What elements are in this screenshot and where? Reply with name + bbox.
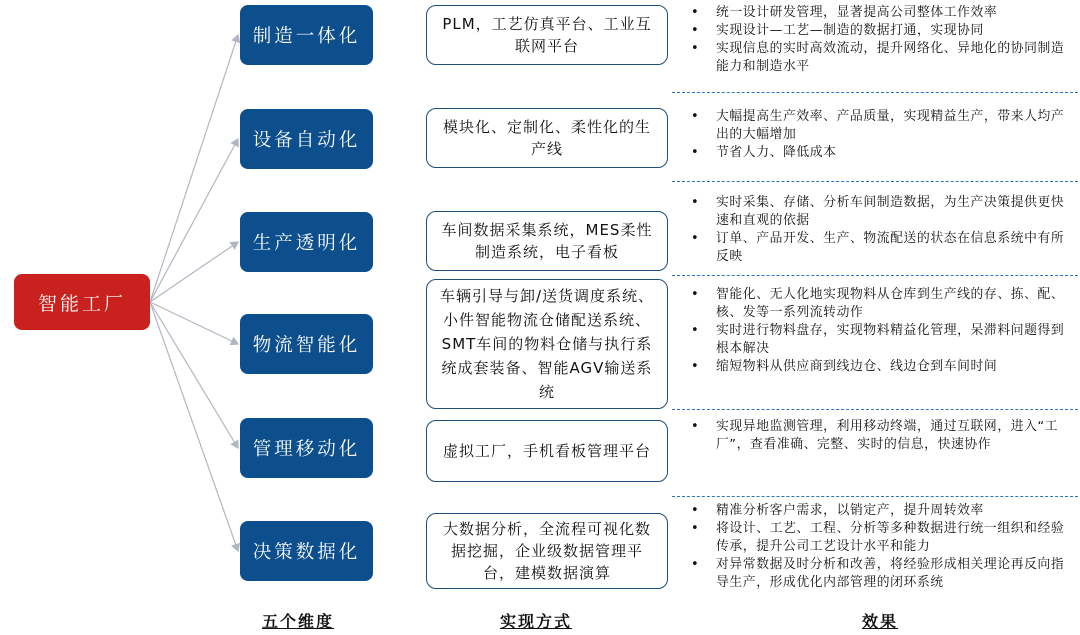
dimension-node-4	[240, 314, 373, 374]
effect-text: 实现异地监测管理，利用移动终端，通过互联网，进入“工厂”，查看准确、完整、实时的信息，快速协作	[716, 419, 1059, 452]
effect-item	[684, 556, 1076, 592]
effect-item	[684, 194, 1076, 230]
dimension-node-5	[240, 418, 373, 478]
bullet-icon: •	[691, 231, 700, 246]
bullet-icon: •	[691, 287, 700, 302]
connector-arrow-3	[150, 242, 238, 302]
connector-arrow-2	[150, 139, 238, 302]
effect-text: 实时采集、存储、分析车间制造数据，为生产决策提供更快速和直观的依据	[716, 195, 1065, 228]
method-text: 虚拟工厂，手机看板管理平台	[442, 442, 651, 460]
bullet-icon: •	[691, 521, 700, 536]
method-text: 大数据分析，全流程可视化数据挖掘，企业级数据管理平台，建模数据演算	[442, 520, 651, 582]
effect-item	[684, 358, 1076, 376]
method-box-6	[426, 513, 668, 589]
effect-text: 对异常数据及时分析和改善，将经验形成相关理论再反向指导生产，形成优化内部管理的闭环系统	[716, 557, 1065, 590]
separator-line	[672, 409, 1078, 410]
bullet-icon: •	[691, 419, 700, 434]
bullet-icon: •	[691, 109, 700, 124]
effect-text: 实时进行物料盘存，实现物料精益化管理，呆滞料问题得到根本解决	[716, 323, 1065, 356]
method-box-1	[426, 5, 668, 65]
dimension-node-6	[240, 521, 373, 581]
dimension-node-1	[240, 5, 373, 65]
method-text: 车间数据采集系统，MES柔性制造系统，电子看板	[441, 221, 653, 261]
effect-item	[684, 520, 1076, 556]
method-box-3	[426, 211, 668, 271]
bullet-icon: •	[691, 5, 700, 20]
effect-text: 订单、产品开发、生产、物流配送的状态在信息系统中有所反映	[716, 231, 1065, 264]
effect-item	[684, 230, 1076, 266]
effect-text: 统一设计研发管理，显著提高公司整体工作效率	[716, 5, 998, 20]
effect-list-6	[684, 502, 1076, 592]
effect-item	[684, 502, 1076, 520]
bullet-icon: •	[691, 195, 700, 210]
separator-line	[672, 181, 1078, 182]
effect-list-4	[684, 286, 1076, 376]
dimension-label: 决策数据化	[252, 542, 361, 563]
effect-text: 智能化、无人化地实现物料从仓库到生产线的存、拣、配、核、发等一系列流转动作	[716, 287, 1065, 320]
method-text: 车辆引导与卸/送货调度系统、小件智能物流仓储配送系统、SMT车间的物料仓储与执行系统成套装备、智能AGV输送系统	[439, 287, 655, 401]
connector-arrow-1	[150, 35, 238, 302]
dimension-label: 管理移动化	[252, 439, 361, 460]
root-node-smart-factory	[14, 274, 150, 330]
effect-item	[684, 144, 1076, 162]
bullet-icon: •	[691, 323, 700, 338]
effect-item	[684, 4, 1076, 22]
bullet-icon: •	[691, 145, 700, 160]
separator-line	[672, 275, 1078, 276]
separator-line	[672, 496, 1078, 497]
method-box-2	[426, 108, 668, 168]
effect-text: 实现设计—工艺—制造的数据打通，实现协同	[716, 23, 984, 38]
bullet-icon: •	[691, 23, 700, 38]
dimension-label: 生产透明化	[252, 233, 361, 254]
effect-text: 节省人力、降低成本	[716, 145, 837, 160]
footer-methods-heading: 实现方式	[500, 612, 573, 631]
effect-list-2	[684, 108, 1076, 162]
effect-item	[684, 322, 1076, 358]
effect-text: 精准分析客户需求，以销定产，提升周转效率	[716, 503, 984, 518]
bullet-icon: •	[691, 359, 700, 374]
dimension-label: 制造一体化	[252, 26, 361, 47]
effect-text: 大幅提高生产效率、产品质量，实现精益生产，带来人均产出的大幅增加	[716, 109, 1065, 142]
effect-list-1	[684, 4, 1076, 76]
effect-list-3	[684, 194, 1076, 266]
separator-line	[672, 92, 1078, 93]
footer-dimensions-heading: 五个维度	[262, 612, 335, 631]
bullet-icon: •	[691, 503, 700, 518]
dimension-node-2	[240, 109, 373, 169]
effect-item	[684, 108, 1076, 144]
effect-list-5	[684, 418, 1076, 454]
root-label: 智能工厂	[37, 292, 126, 315]
dimension-node-3	[240, 212, 373, 272]
effect-item	[684, 418, 1076, 454]
bullet-icon: •	[691, 41, 700, 56]
effect-text: 将设计、工艺、工程、分析等多种数据进行统一组织和经验传承，提升公司工艺设计水平和能力	[716, 521, 1065, 554]
method-box-5	[426, 420, 668, 482]
bullet-icon: •	[691, 557, 700, 572]
dimension-label: 设备自动化	[252, 130, 361, 151]
effect-item	[684, 286, 1076, 322]
dimension-label: 物流智能化	[252, 335, 361, 356]
effect-item	[684, 22, 1076, 40]
effect-item	[684, 40, 1076, 76]
effect-text: 缩短物料从供应商到线边仓、线边仓到车间时间	[716, 359, 998, 374]
method-text: 模块化、定制化、柔性化的生产线	[442, 118, 651, 158]
method-box-4	[426, 279, 668, 409]
method-text: PLM，工艺仿真平台、工业互联网平台	[442, 15, 652, 55]
footer-effects-heading: 效果	[862, 612, 899, 631]
effect-text: 实现信息的实时高效流动，提升网络化、异地化的协同制造能力和制造水平	[716, 41, 1065, 74]
